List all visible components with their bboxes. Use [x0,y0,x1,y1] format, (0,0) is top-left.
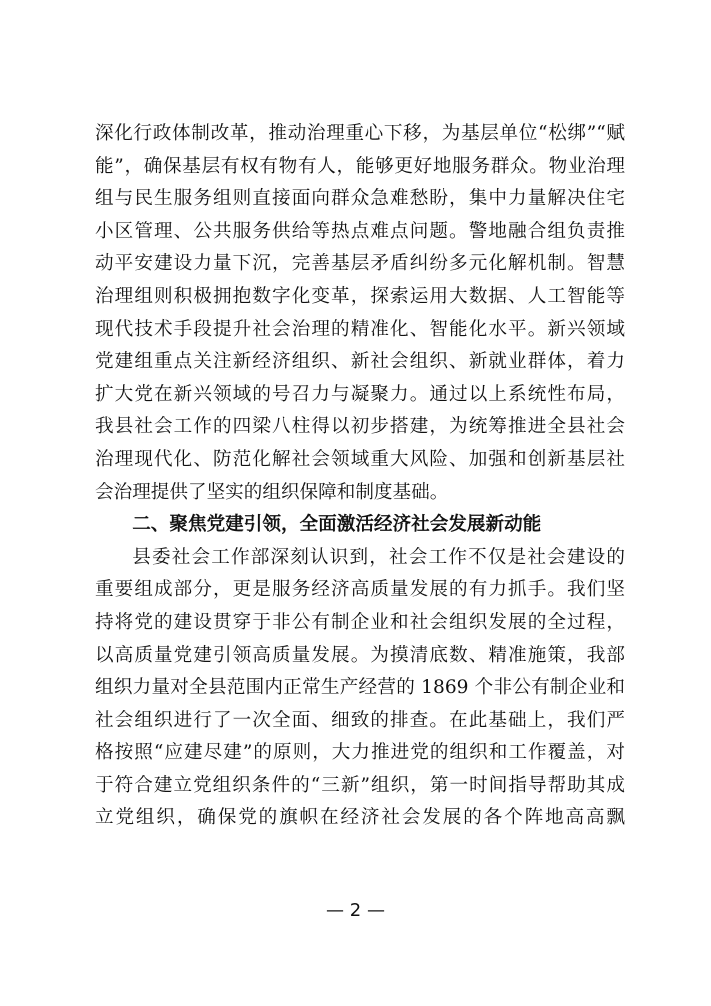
text-line: 我县社会工作的四梁八柱得以初步搭建，为统筹推进全县社会 [95,416,625,438]
text-line: 县委社会工作部深刻认识到，社会工作不仅是社会建设的 [132,546,625,568]
body-text [95,118,625,835]
text-line: 立党组织，确保党的旗帜在经济社会发展的各个阵地高高飘 [95,807,625,829]
text-line: 社会组织进行了一次全面、细致的排查。在此基础上，我们严 [95,709,625,731]
text-line: 组与民生服务组则直接面向群众急难愁盼，集中力量解决住宅 [95,188,625,210]
paragraph-2 [95,542,625,835]
text-line: 以高质量党建引领高质量发展。为摸清底数、精准施策，我部 [95,644,625,666]
text-line: 于符合建立党组织条件的“三新”组织，第一时间指导帮助其成 [95,774,625,796]
text-line: 持将党的建设贯穿于非公有制企业和社会组织发展的全过程， [95,611,625,633]
text-line: 动平安建设力量下沉，完善基层矛盾纠纷多元化解机制。智慧 [95,253,625,275]
text-line: 小区管理、公共服务供给等热点难点问题。警地融合组负责推 [95,220,625,242]
text-line: 治理组则积极拥抱数字化变革，探索运用大数据、人工智能等 [95,285,625,307]
text-line: 会治理提供了坚实的组织保障和制度基础。 [95,481,449,503]
section-heading: 二、聚焦党建引领，全面激活经济社会发展新动能 [132,514,542,536]
text-line: 党建组重点关注新经济组织、新社会组织、新就业群体，着力 [95,351,625,373]
text-line: 能”，确保基层有权有物有人，能够更好地服务群众。物业治理 [95,155,625,177]
text-line: 治理现代化、防范化解社会领域重大风险、加强和创新基层社 [95,448,625,470]
page-number: — 2 — [326,900,385,921]
text-line: 重要组成部分，更是服务经济高质量发展的有力抓手。我们坚 [95,579,625,601]
text-line: 现代技术手段提升社会治理的精准化、智能化水平。新兴领域 [95,318,625,340]
text-line: 扩大党在新兴领域的号召力与凝聚力。通过以上系统性布局， [95,383,625,405]
text-line: 格按照“应建尽建”的原则，大力推进党的组织和工作覆盖，对 [95,742,625,764]
text-line: 组织力量对全县范围内正常生产经营的 1869 个非公有制企业和 [95,677,625,699]
paragraph-1 [95,118,625,509]
text-line: 深化行政体制改革，推动治理重心下移，为基层单位“松绑”“赋 [95,123,625,144]
